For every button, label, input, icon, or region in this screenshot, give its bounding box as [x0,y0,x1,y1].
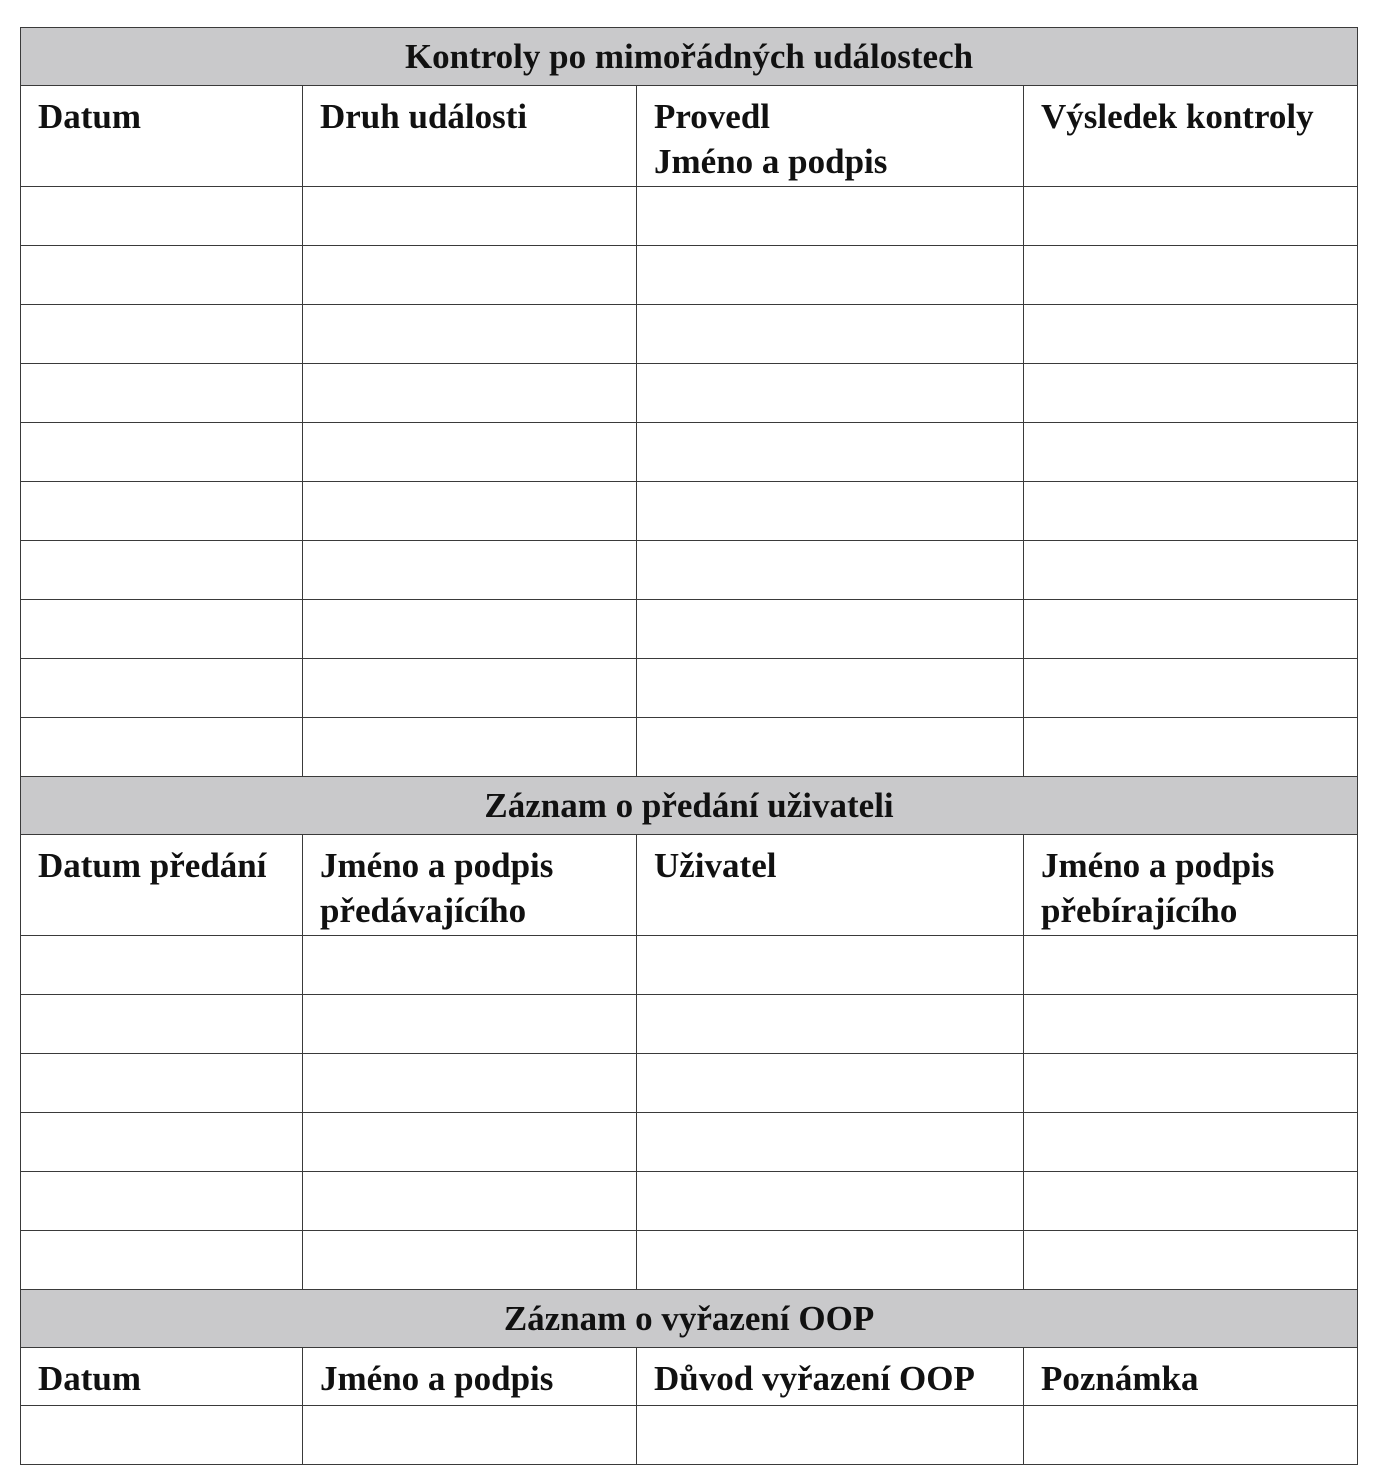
controls-entry-cell[interactable] [1024,600,1358,659]
column-header-druh-udalosti: Druh události [303,86,637,187]
column-header-predavajici: Jméno a podpis předávajícího [303,835,637,936]
controls-entry-cell[interactable] [303,187,637,246]
section-handover-column-headers [21,835,1358,936]
controls-entry-row [21,364,1358,423]
handover-entry-cell[interactable] [637,1231,1024,1290]
discard-entry-cell[interactable] [21,1406,303,1465]
controls-entry-cell[interactable] [637,187,1024,246]
handover-entry-cell[interactable] [637,1113,1024,1172]
controls-entry-cell[interactable] [1024,718,1358,777]
handover-entry-cell[interactable] [21,995,303,1054]
controls-entry-cell[interactable] [21,718,303,777]
controls-entry-cell[interactable] [21,246,303,305]
column-header-poznamka: Poznámka [1024,1348,1358,1406]
section-handover-title: Záznam o předání uživateli [21,777,1358,835]
discard-entry-cell[interactable] [637,1406,1024,1465]
controls-entry-cell[interactable] [303,364,637,423]
form-table [20,27,1358,1465]
handover-entry-cell[interactable] [303,1113,637,1172]
controls-entry-cell[interactable] [303,305,637,364]
handover-entry-cell[interactable] [303,936,637,995]
controls-entry-row [21,718,1358,777]
section-controls-column-headers [21,86,1358,187]
controls-entry-cell[interactable] [21,600,303,659]
column-header-datum-vyrazeni: Datum [21,1348,303,1406]
controls-entry-cell[interactable] [21,541,303,600]
controls-entry-cell[interactable] [1024,541,1358,600]
section-discard-header [21,1290,1358,1348]
column-header-datum: Datum [21,86,303,187]
controls-entry-cell[interactable] [637,718,1024,777]
section-discard-title: Záznam o vyřazení OOP [21,1290,1358,1348]
column-header-duvod-vyrazeni: Důvod vyřazení OOP [637,1348,1024,1406]
handover-entry-cell[interactable] [1024,1113,1358,1172]
controls-entry-row [21,305,1358,364]
controls-entry-cell[interactable] [1024,482,1358,541]
controls-entry-cell[interactable] [637,659,1024,718]
handover-entry-cell[interactable] [637,936,1024,995]
controls-entry-cell[interactable] [637,600,1024,659]
controls-entry-cell[interactable] [1024,364,1358,423]
controls-entry-cell[interactable] [637,364,1024,423]
column-header-jmeno-podpis: Jméno a podpis [303,1348,637,1406]
controls-entry-cell[interactable] [303,482,637,541]
handover-entry-cell[interactable] [303,995,637,1054]
controls-entry-cell[interactable] [1024,246,1358,305]
handover-entry-row [21,1113,1358,1172]
handover-entry-row [21,995,1358,1054]
controls-entry-row [21,423,1358,482]
column-header-datum-predani: Datum předání [21,835,303,936]
handover-entry-cell[interactable] [21,1113,303,1172]
controls-entry-cell[interactable] [21,305,303,364]
handover-entry-cell[interactable] [21,1054,303,1113]
handover-entry-cell[interactable] [637,1054,1024,1113]
controls-entry-cell[interactable] [637,482,1024,541]
controls-entry-cell[interactable] [303,600,637,659]
controls-entry-row [21,246,1358,305]
column-header-uzivatel: Uživatel [637,835,1024,936]
column-header-prebirajici: Jméno a podpis přebírajícího [1024,835,1358,936]
handover-entry-cell[interactable] [303,1172,637,1231]
handover-entry-row [21,1231,1358,1290]
controls-entry-cell[interactable] [303,541,637,600]
discard-entry-cell[interactable] [303,1406,637,1465]
controls-entry-cell[interactable] [1024,187,1358,246]
controls-entry-cell[interactable] [21,187,303,246]
handover-entry-cell[interactable] [21,1231,303,1290]
section-controls-header [21,28,1358,86]
controls-entry-cell[interactable] [637,541,1024,600]
handover-entry-cell[interactable] [303,1054,637,1113]
handover-entry-row [21,1172,1358,1231]
controls-entry-row [21,187,1358,246]
discard-entry-row [21,1406,1358,1465]
handover-entry-cell[interactable] [1024,1172,1358,1231]
controls-entry-row [21,482,1358,541]
column-header-vysledek-kontroly: Výsledek kontroly [1024,86,1358,187]
handover-entry-cell[interactable] [1024,995,1358,1054]
controls-entry-cell[interactable] [637,305,1024,364]
handover-entry-cell[interactable] [1024,1054,1358,1113]
handover-entry-row [21,936,1358,995]
section-controls-title: Kontroly po mimořádných událostech [21,28,1358,86]
controls-entry-cell[interactable] [21,482,303,541]
controls-entry-cell[interactable] [303,718,637,777]
column-header-provedl: Provedl Jméno a podpis [637,86,1024,187]
controls-entry-cell[interactable] [303,659,637,718]
handover-entry-cell[interactable] [637,1172,1024,1231]
form-body [21,28,1358,1465]
discard-entry-cell[interactable] [1024,1406,1358,1465]
handover-entry-cell[interactable] [637,995,1024,1054]
controls-entry-row [21,600,1358,659]
controls-entry-cell[interactable] [637,246,1024,305]
section-handover-header [21,777,1358,835]
handover-entry-cell[interactable] [21,1172,303,1231]
handover-entry-cell[interactable] [21,936,303,995]
handover-entry-cell[interactable] [1024,1231,1358,1290]
controls-entry-cell[interactable] [21,659,303,718]
handover-entry-row [21,1054,1358,1113]
controls-entry-cell[interactable] [1024,305,1358,364]
section-discard-column-headers [21,1348,1358,1406]
handover-entry-cell[interactable] [1024,936,1358,995]
controls-entry-cell[interactable] [1024,423,1358,482]
controls-entry-cell[interactable] [21,364,303,423]
controls-entry-cell[interactable] [1024,659,1358,718]
controls-entry-cell[interactable] [303,246,637,305]
controls-entry-row [21,541,1358,600]
controls-entry-cell[interactable] [21,423,303,482]
controls-entry-cell[interactable] [303,423,637,482]
controls-entry-cell[interactable] [637,423,1024,482]
controls-entry-row [21,659,1358,718]
handover-entry-cell[interactable] [303,1231,637,1290]
